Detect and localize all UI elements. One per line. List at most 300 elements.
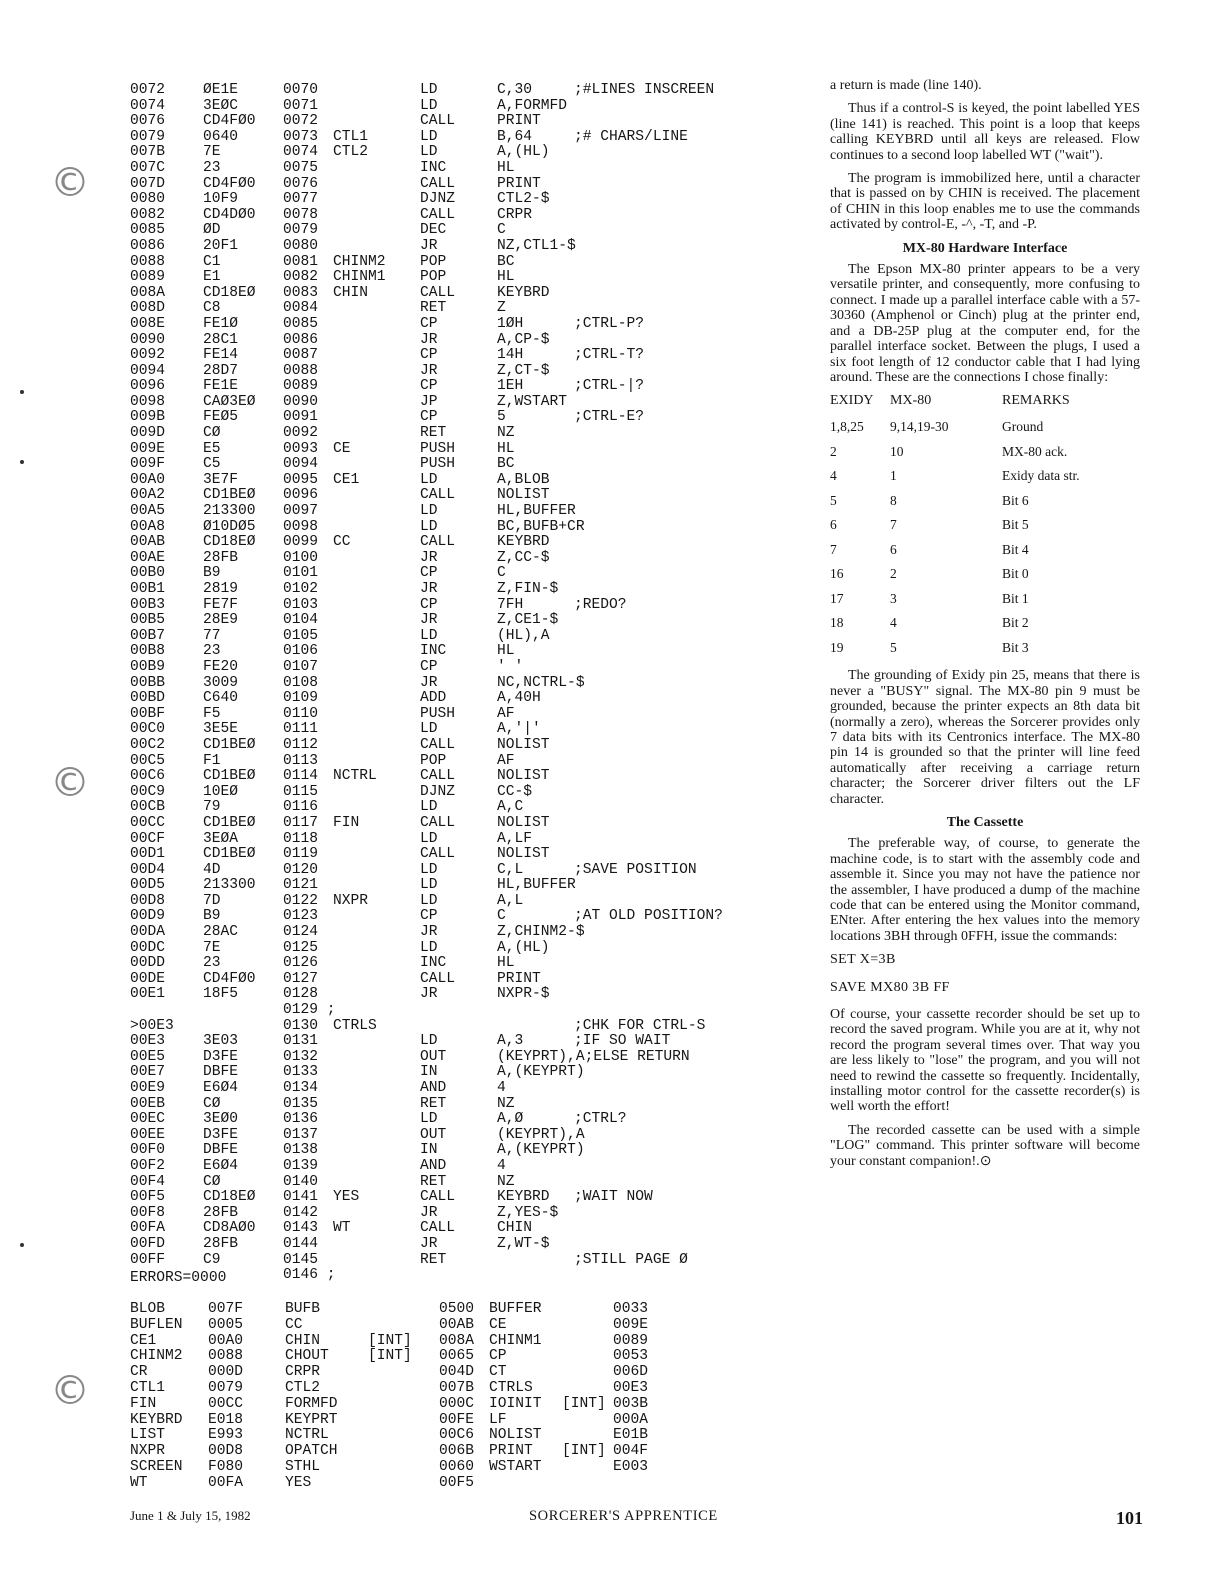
listing-row bbox=[128, 613, 828, 629]
listing-comment: ;STILL PAGE Ø bbox=[574, 1251, 688, 1268]
listing-address: 00B1 bbox=[130, 581, 166, 597]
listing-row bbox=[128, 1034, 828, 1050]
listing-opcode: LD bbox=[420, 892, 438, 909]
paragraph: The grounding of Exidy pin 25, means that there is never a "BUSY" signal. The MX-80 pin 9 must be grounded, because the printer expects an 8th data bit (normally a zero), whereas the Sorcerer provides only 7 data bits with its Centronics interface. The MX-80 pin 14 is grounded so that the printer will line feed automatically after receiving a carriage return character; the Sorcerer driver filters out the LF character. bbox=[830, 668, 1140, 807]
listing-hex: 213300 bbox=[203, 877, 256, 894]
listing-opcode: LD bbox=[420, 1111, 438, 1128]
table-row bbox=[830, 591, 1140, 616]
listing-hex: 213300 bbox=[203, 503, 256, 520]
listing-row bbox=[128, 863, 828, 879]
symbol-name: CTL2 bbox=[285, 1379, 321, 1396]
listing-address: 00DA bbox=[130, 924, 166, 941]
listing-operand: Z,WT-$ bbox=[497, 1235, 550, 1252]
listing-operand: BC bbox=[497, 456, 515, 473]
listing-address: 00C5 bbox=[130, 752, 166, 769]
symbol-value: IOINIT bbox=[489, 1395, 542, 1412]
listing-hex: 28E9 bbox=[203, 612, 239, 629]
listing-line-number: 0088 bbox=[283, 362, 319, 379]
listing-opcode: CALL bbox=[420, 175, 456, 192]
listing-line-number: 0139 bbox=[283, 1157, 319, 1174]
listing-address: 008D bbox=[130, 300, 166, 317]
listing-line-number: 0094 bbox=[283, 456, 319, 473]
listing-line-number: 0103 bbox=[283, 596, 319, 613]
symbol-value: 003B bbox=[613, 1395, 649, 1412]
symbol-name: NCTRL bbox=[285, 1427, 329, 1444]
listing-operand: KEYBRD bbox=[497, 1189, 550, 1206]
listing-operand: NOLIST bbox=[497, 768, 550, 785]
listing-row bbox=[128, 161, 828, 177]
symbol-name: KEYBRD bbox=[130, 1411, 183, 1428]
listing-line-number: 0129 ; bbox=[283, 1002, 336, 1019]
listing-hex: D3FE bbox=[203, 1048, 239, 1065]
listing-operand: A,CP-$ bbox=[497, 331, 550, 348]
listing-row bbox=[128, 925, 828, 941]
symbol-name: WT bbox=[130, 1474, 148, 1491]
table-cell: 2 bbox=[890, 566, 897, 582]
footer-date: June 1 & July 15, 1982 bbox=[130, 1508, 251, 1523]
symbol-value: CTRLS bbox=[489, 1379, 533, 1396]
listing-hex: ØE1E bbox=[203, 82, 239, 98]
symbol-name: 0060 bbox=[439, 1458, 475, 1475]
symbol-name: 00F5 bbox=[439, 1474, 475, 1491]
article-column bbox=[830, 78, 1140, 1177]
listing-address: 0094 bbox=[130, 362, 166, 379]
listing-hex: 3E03 bbox=[203, 1033, 239, 1050]
listing-operand: AF bbox=[497, 752, 515, 769]
listing-operand: NOLIST bbox=[497, 736, 550, 753]
listing-line-number: 0133 bbox=[283, 1064, 319, 1081]
symbol-name: 00FE bbox=[439, 1411, 475, 1428]
assembly-listing bbox=[128, 83, 828, 1284]
listing-row bbox=[128, 956, 828, 972]
listing-operand: Z,FIN-$ bbox=[497, 581, 559, 597]
listing-address: 0088 bbox=[130, 253, 166, 270]
table-cell: 18 bbox=[830, 615, 844, 631]
listing-hex: B9 bbox=[203, 565, 221, 582]
symbol-value: 00D8 bbox=[208, 1443, 244, 1460]
listing-row bbox=[128, 286, 828, 302]
listing-hex: FE7F bbox=[203, 596, 239, 613]
listing-operand: HL bbox=[497, 955, 515, 972]
listing-address: 00C0 bbox=[130, 721, 166, 738]
symbol-value: E003 bbox=[613, 1458, 649, 1475]
listing-row bbox=[128, 1190, 828, 1206]
listing-operand: A,BLOB bbox=[497, 471, 550, 488]
table-cell: 7 bbox=[890, 517, 897, 533]
listing-line-number: 0105 bbox=[283, 627, 319, 644]
listing-address: 00D1 bbox=[130, 846, 166, 863]
listing-line-number: 0136 bbox=[283, 1111, 319, 1128]
listing-hex: CD4FØ0 bbox=[203, 175, 256, 192]
listing-line-number: 0121 bbox=[283, 877, 319, 894]
symbol-name: CHOUT bbox=[285, 1348, 329, 1365]
listing-row bbox=[128, 832, 828, 848]
table-cell: 1 bbox=[890, 468, 897, 484]
symbol-name: STHL bbox=[285, 1458, 321, 1475]
listing-hex: 7E bbox=[203, 144, 221, 161]
listing-opcode: JR bbox=[420, 331, 438, 348]
listing-row bbox=[128, 520, 828, 536]
listing-hex: 23 bbox=[203, 159, 221, 176]
listing-operand: PRINT bbox=[497, 113, 541, 130]
listing-hex: F5 bbox=[203, 705, 221, 722]
listing-comment: ;SAVE POSITION bbox=[574, 861, 697, 878]
listing-label: WT bbox=[333, 1220, 351, 1237]
table-cell: 5 bbox=[830, 492, 837, 508]
listing-address: 008E bbox=[130, 315, 166, 332]
listing-line-number: 0075 bbox=[283, 159, 319, 176]
listing-operand: NOLIST bbox=[497, 487, 550, 504]
listing-line-number: 0084 bbox=[283, 300, 319, 317]
listing-line-number: 0106 bbox=[283, 643, 319, 660]
table-row bbox=[830, 615, 1140, 640]
listing-address: 00AE bbox=[130, 549, 166, 566]
listing-comment: ;#LINES INSCREEN bbox=[574, 82, 715, 98]
listing-operand: A,(KEYPRT) bbox=[497, 1064, 585, 1081]
listing-line-number: 0089 bbox=[283, 378, 319, 395]
listing-operand: NZ bbox=[497, 1173, 515, 1190]
listing-address: 0072 bbox=[130, 82, 166, 98]
listing-opcode: CALL bbox=[420, 846, 456, 863]
listing-row bbox=[128, 582, 828, 598]
listing-operand: (HL),A bbox=[497, 627, 550, 644]
symbol-name: 006B bbox=[439, 1443, 475, 1460]
listing-opcode: CALL bbox=[420, 736, 456, 753]
listing-row bbox=[128, 317, 828, 333]
listing-address: 00EC bbox=[130, 1111, 166, 1128]
listing-line-number: 0142 bbox=[283, 1204, 319, 1221]
listing-line-number: 0072 bbox=[283, 113, 319, 130]
symbol-value: 00CC bbox=[208, 1395, 244, 1412]
listing-hex: E5 bbox=[203, 440, 221, 457]
listing-opcode: IN bbox=[420, 1064, 438, 1081]
listing-operand: PRINT bbox=[497, 175, 541, 192]
table-cell: 16 bbox=[830, 566, 844, 582]
listing-row bbox=[128, 270, 828, 286]
listing-operand: 5 bbox=[497, 409, 506, 426]
symbol-value: [INT] bbox=[368, 1332, 412, 1349]
listing-address: 0098 bbox=[130, 393, 166, 410]
listing-operand: CRPR bbox=[497, 206, 533, 223]
listing-hex: 28FB bbox=[203, 1204, 239, 1221]
listing-operand: BC bbox=[497, 253, 515, 270]
symbol-value: NOLIST bbox=[489, 1427, 542, 1444]
binder-hole-dot bbox=[20, 1243, 24, 1247]
listing-address: 00B0 bbox=[130, 565, 166, 582]
listing-opcode: PUSH bbox=[420, 705, 456, 722]
listing-opcode: LD bbox=[420, 128, 438, 145]
listing-hex: 10F9 bbox=[203, 191, 239, 208]
table-cell: Bit 3 bbox=[1002, 639, 1029, 655]
table-cell: Bit 5 bbox=[1002, 517, 1029, 533]
table-cell: Exidy data str. bbox=[1002, 468, 1080, 484]
errors-line: ERRORS=0000 bbox=[130, 1270, 227, 1286]
symbol-name: CE1 bbox=[130, 1332, 157, 1349]
listing-operand: ' ' bbox=[497, 658, 524, 675]
listing-opcode: PUSH bbox=[420, 440, 456, 457]
symbol-name: CC bbox=[285, 1316, 303, 1333]
listing-address: 0079 bbox=[130, 128, 166, 145]
listing-opcode: JR bbox=[420, 1235, 438, 1252]
listing-opcode: INC bbox=[420, 159, 447, 176]
listing-operand: Z,YES-$ bbox=[497, 1204, 559, 1221]
listing-line-number: 0073 bbox=[283, 128, 319, 145]
listing-opcode: RET bbox=[420, 1173, 447, 1190]
listing-address: 00F5 bbox=[130, 1189, 166, 1206]
listing-address: 009D bbox=[130, 425, 166, 442]
listing-row bbox=[128, 488, 828, 504]
listing-line-number: 0091 bbox=[283, 409, 319, 426]
listing-row bbox=[128, 738, 828, 754]
listing-address: 00F4 bbox=[130, 1173, 166, 1190]
listing-hex: D3FE bbox=[203, 1126, 239, 1143]
symbol-value: WSTART bbox=[489, 1458, 542, 1475]
listing-label: CTL2 bbox=[333, 144, 369, 161]
listing-row bbox=[128, 894, 828, 910]
listing-operand: NC,NCTRL-$ bbox=[497, 674, 585, 691]
listing-hex: 28C1 bbox=[203, 331, 239, 348]
listing-row bbox=[128, 239, 828, 255]
listing-label: CE1 bbox=[333, 471, 360, 488]
symbol-value: 00FA bbox=[208, 1474, 244, 1491]
listing-opcode: CP bbox=[420, 658, 438, 675]
listing-opcode: CP bbox=[420, 908, 438, 925]
listing-opcode: ADD bbox=[420, 690, 447, 707]
listing-line-number: 0101 bbox=[283, 565, 319, 582]
listing-row bbox=[128, 676, 828, 692]
listing-opcode: LD bbox=[420, 82, 438, 98]
listing-row bbox=[128, 644, 828, 660]
listing-operand: NXPR-$ bbox=[497, 986, 550, 1003]
listing-hex: 23 bbox=[203, 643, 221, 660]
listing-line-number: 0120 bbox=[283, 861, 319, 878]
listing-address: >00E3 bbox=[130, 1017, 174, 1034]
listing-opcode: CP bbox=[420, 596, 438, 613]
listing-opcode: LD bbox=[420, 861, 438, 878]
symbol-name: FIN bbox=[130, 1395, 157, 1412]
listing-comment: ;AT OLD POSITION? bbox=[574, 908, 723, 925]
listing-row bbox=[128, 707, 828, 723]
paragraph-text: The recorded cassette can be used with a simple "LOG" command. This printer software will become your constant companion!. bbox=[830, 1122, 1140, 1169]
listing-address: 00C6 bbox=[130, 768, 166, 785]
listing-address: 0080 bbox=[130, 191, 166, 208]
listing-address: 00E5 bbox=[130, 1048, 166, 1065]
table-cell: 9,14,19-30 bbox=[890, 419, 949, 435]
listing-operand: A,L bbox=[497, 892, 524, 909]
listing-line-number: 0123 bbox=[283, 908, 319, 925]
listing-operand: HL,BUFFER bbox=[497, 503, 576, 520]
listing-row bbox=[128, 1128, 828, 1144]
listing-label: NCTRL bbox=[333, 768, 377, 785]
symbol-name: BLOB bbox=[130, 1301, 166, 1317]
listing-address: 00FA bbox=[130, 1220, 166, 1237]
listing-row bbox=[128, 909, 828, 925]
listing-address: 00DC bbox=[130, 939, 166, 956]
listing-address: 00D8 bbox=[130, 892, 166, 909]
listing-opcode: JR bbox=[420, 612, 438, 629]
listing-opcode: JR bbox=[420, 549, 438, 566]
listing-row bbox=[128, 504, 828, 520]
listing-opcode: LD bbox=[420, 721, 438, 738]
listing-line-number: 0138 bbox=[283, 1142, 319, 1159]
listing-row bbox=[128, 348, 828, 364]
column-header: MX-80 bbox=[890, 393, 932, 409]
table-cell: 7 bbox=[830, 541, 837, 557]
listing-address: 0076 bbox=[130, 113, 166, 130]
listing-opcode: CP bbox=[420, 378, 438, 395]
listing-operand: C bbox=[497, 222, 506, 239]
listing-address: 00F2 bbox=[130, 1157, 166, 1174]
listing-opcode: CALL bbox=[420, 284, 456, 301]
listing-opcode: JR bbox=[420, 581, 438, 597]
listing-row bbox=[128, 1175, 828, 1191]
listing-hex: 0640 bbox=[203, 128, 239, 145]
symbol-name: 000C bbox=[439, 1395, 475, 1412]
listing-operand: 7FH bbox=[497, 596, 524, 613]
listing-row bbox=[128, 99, 828, 115]
listing-line-number: 0097 bbox=[283, 503, 319, 520]
listing-line-number: 0070 bbox=[283, 82, 319, 98]
symbol-value: [INT] bbox=[562, 1443, 606, 1460]
listing-hex: CD18EØ bbox=[203, 534, 256, 551]
listing-hex: E1 bbox=[203, 269, 221, 286]
listing-label: YES bbox=[333, 1189, 360, 1206]
table-cell: 3 bbox=[890, 590, 897, 606]
listing-address: 00EE bbox=[130, 1126, 166, 1143]
listing-opcode: LD bbox=[420, 939, 438, 956]
symbol-value: E01B bbox=[613, 1427, 649, 1444]
paragraph bbox=[830, 1123, 1140, 1169]
listing-address: 00BB bbox=[130, 674, 166, 691]
listing-line-number: 0104 bbox=[283, 612, 319, 629]
listing-hex: C9 bbox=[203, 1251, 221, 1268]
listing-hex: 4D bbox=[203, 861, 221, 878]
listing-row bbox=[128, 145, 828, 161]
listing-line-number: 0119 bbox=[283, 846, 319, 863]
table-row bbox=[830, 419, 1140, 444]
symbol-name: YES bbox=[285, 1474, 312, 1491]
listing-opcode: JR bbox=[420, 237, 438, 254]
listing-opcode: CP bbox=[420, 565, 438, 582]
listing-operand: HL bbox=[497, 440, 515, 457]
listing-address: 00FF bbox=[130, 1251, 166, 1268]
listing-opcode: LD bbox=[420, 503, 438, 520]
listing-hex: C640 bbox=[203, 690, 239, 707]
symbol-value: 0088 bbox=[208, 1348, 244, 1365]
listing-row bbox=[128, 598, 828, 614]
listing-hex: CD1BEØ bbox=[203, 768, 256, 785]
listing-row bbox=[128, 457, 828, 473]
listing-opcode: OUT bbox=[420, 1126, 447, 1143]
symbol-name: 008A bbox=[439, 1332, 475, 1349]
listing-operand: HL bbox=[497, 643, 515, 660]
listing-line-number: 0117 bbox=[283, 814, 319, 831]
symbol-name: SCREEN bbox=[130, 1458, 183, 1475]
symbol-name: OPATCH bbox=[285, 1443, 338, 1460]
listing-address: 00C9 bbox=[130, 783, 166, 800]
listing-line-number: 0137 bbox=[283, 1126, 319, 1143]
listing-hex: DBFE bbox=[203, 1064, 239, 1081]
symbol-name: 004D bbox=[439, 1364, 475, 1381]
listing-line-number: 0080 bbox=[283, 237, 319, 254]
listing-hex: 7D bbox=[203, 892, 221, 909]
symbol-value: 00E3 bbox=[613, 1379, 649, 1396]
listing-row bbox=[128, 769, 828, 785]
listing-line-number: 0100 bbox=[283, 549, 319, 566]
listing-hex: CD4FØ0 bbox=[203, 970, 256, 987]
listing-opcode: POP bbox=[420, 269, 447, 286]
listing-operand: PRINT bbox=[497, 970, 541, 987]
listing-line-number: 0126 bbox=[283, 955, 319, 972]
listing-opcode: POP bbox=[420, 253, 447, 270]
symbol-name: BUFLEN bbox=[130, 1316, 183, 1333]
listing-opcode: CALL bbox=[420, 1220, 456, 1237]
listing-operand: CTL2-$ bbox=[497, 191, 550, 208]
symbol-value: CHINM1 bbox=[489, 1332, 542, 1349]
pin-connection-table bbox=[830, 393, 1140, 664]
symbol-value: 007F bbox=[208, 1301, 244, 1317]
listing-line-number: 0095 bbox=[283, 471, 319, 488]
listing-operand: Z bbox=[497, 300, 506, 317]
listing-row bbox=[128, 1268, 828, 1284]
listing-operand: A,LF bbox=[497, 830, 533, 847]
symbol-name: CRPR bbox=[285, 1364, 321, 1381]
listing-row bbox=[128, 1065, 828, 1081]
listing-opcode: CP bbox=[420, 315, 438, 332]
table-cell: MX-80 ack. bbox=[1002, 443, 1068, 459]
listing-opcode: POP bbox=[420, 752, 447, 769]
symbol-value: F080 bbox=[208, 1458, 244, 1475]
listing-comment: ;CTRL-P? bbox=[574, 315, 645, 332]
listing-label: CTRLS bbox=[333, 1017, 377, 1034]
listing-line-number: 0082 bbox=[283, 269, 319, 286]
listing-hex: C5 bbox=[203, 456, 221, 473]
listing-operand: KEYBRD bbox=[497, 284, 550, 301]
symbol-name: CTL1 bbox=[130, 1379, 166, 1396]
listing-hex: CD18EØ bbox=[203, 1189, 256, 1206]
symbol-name: NXPR bbox=[130, 1443, 166, 1460]
listing-line-number: 0115 bbox=[283, 783, 319, 800]
listing-address: 009B bbox=[130, 409, 166, 426]
listing-row bbox=[128, 1253, 828, 1269]
symbol-name: CHINM2 bbox=[130, 1348, 183, 1365]
listing-label: CE bbox=[333, 440, 351, 457]
listing-hex: E6Ø4 bbox=[203, 1080, 239, 1096]
table-row bbox=[830, 640, 1140, 665]
listing-line-number: 0144 bbox=[283, 1235, 319, 1252]
listing-line-number: 0146 ; bbox=[283, 1267, 336, 1284]
listing-hex: FE20 bbox=[203, 658, 239, 675]
listing-row bbox=[128, 1112, 828, 1128]
symbol-value: CE bbox=[489, 1316, 507, 1333]
listing-line-number: 0071 bbox=[283, 97, 319, 114]
listing-address: 0074 bbox=[130, 97, 166, 114]
listing-line-number: 0096 bbox=[283, 487, 319, 504]
listing-hex: B9 bbox=[203, 908, 221, 925]
listing-address: 0086 bbox=[130, 237, 166, 254]
listing-opcode: CALL bbox=[420, 206, 456, 223]
table-row bbox=[830, 444, 1140, 469]
listing-hex: CD1BEØ bbox=[203, 487, 256, 504]
listing-opcode: CALL bbox=[420, 768, 456, 785]
listing-label: CHIN bbox=[333, 284, 369, 301]
listing-opcode: RET bbox=[420, 425, 447, 442]
table-cell: Bit 6 bbox=[1002, 492, 1029, 508]
listing-row bbox=[128, 847, 828, 863]
listing-opcode: CP bbox=[420, 409, 438, 426]
listing-address: 0082 bbox=[130, 206, 166, 223]
table-cell: 10 bbox=[890, 443, 904, 459]
